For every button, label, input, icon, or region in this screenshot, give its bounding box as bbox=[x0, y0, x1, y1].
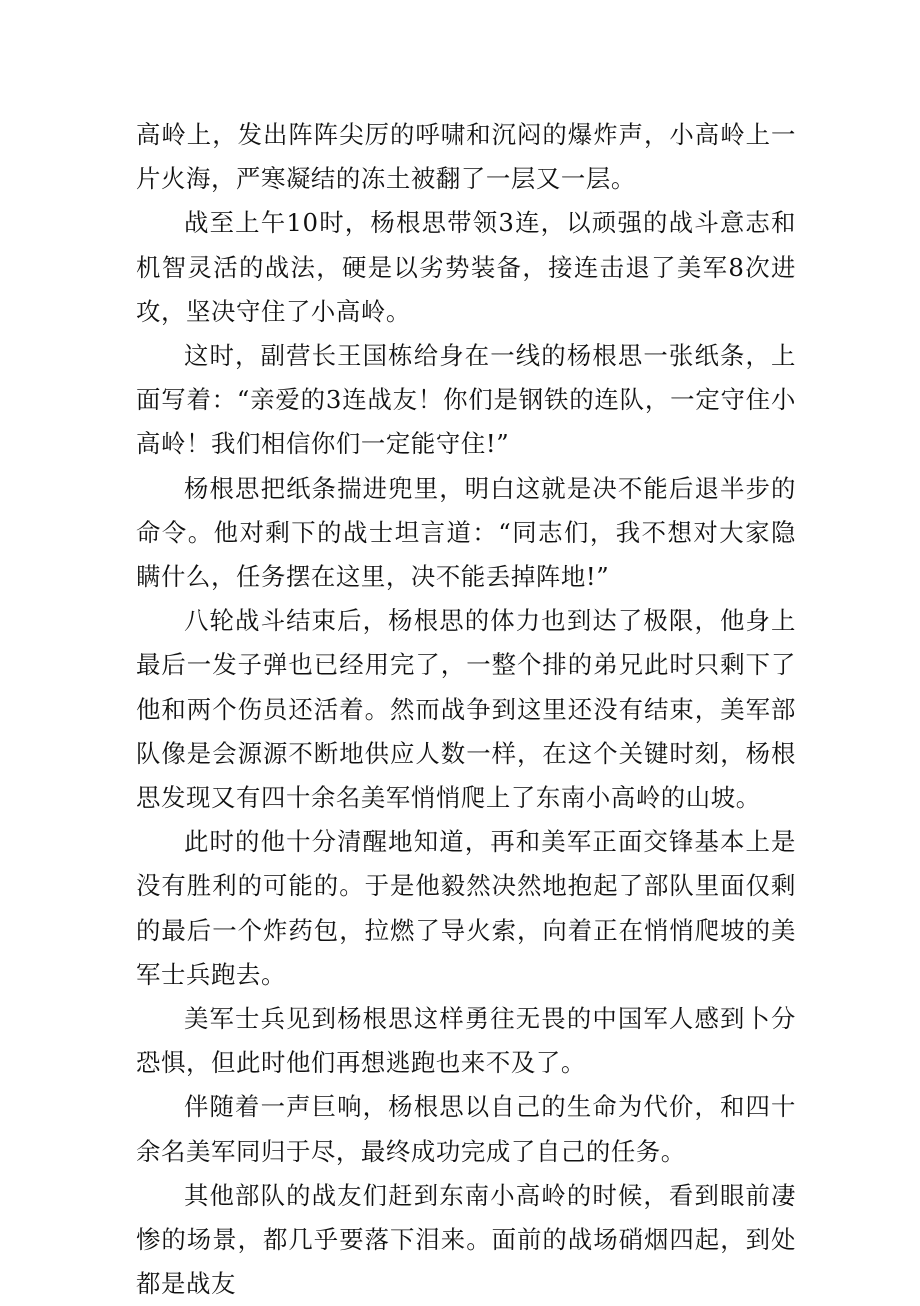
paragraph-order-understood: 杨根思把纸条揣进兜里，明白这就是决不能后退半步的命令。他对剩下的战士坦言道：“同志们，我不想对大家隐瞒什么，任务摆在这里，决不能丢掉阵地!” bbox=[136, 473, 796, 592]
paragraph-comrades-arrive: 其他部队的战友们赶到东南小高岭的时候，看到眼前凄惨的场景，都几乎要落下泪来。面前的战场硝烟四起，到处都是战友 bbox=[136, 1180, 796, 1299]
paragraph-after-eight-rounds: 八轮战斗结束后，杨根思的体力也到达了极限，他身上最后一发子弹也已经用完了，一整个排的弟兄此时只剩下了他和两个伤员还活着。然而战争到这里还没有结束，美军部队像是会源源不断地供应人数一样，在这个关键时刻，杨根思发现又有四十余名美军悄悄爬上了东南小高岭的山坡。 bbox=[136, 606, 796, 813]
paragraph-sacrifice: 伴随着一声巨响，杨根思以自己的生命为代价，和四十余名美军同归于尽，最终成功完成了自己的任务。 bbox=[136, 1092, 796, 1166]
paragraph-explosive-pack: 此时的他十分清醒地知道，再和美军正面交锋基本上是没有胜利的可能的。于是他毅然决然地抱起了部队里面仅剩的最后一个炸药包，拉燃了导火索，向着正在悄悄爬坡的美军士兵跑去。 bbox=[136, 827, 796, 989]
paragraph-note-from-deputy: 这时，副营长王国栋给身在一线的杨根思一张纸条，上面写着：“亲爱的3连战友！你们是钢铁的连队，一定守住小高岭！我们相信你们一定能守住!” bbox=[136, 341, 796, 459]
paragraph-battle-until-10am: 战至上午10时，杨根思带领3连，以顽强的战斗意志和机智灵活的战法，硬是以劣势装备，接连击退了美军8次进攻，坚决守住了小高岭。 bbox=[136, 208, 796, 326]
paragraph-continuation: 高岭上，发出阵阵尖厉的呼啸和沉闷的爆炸声，小高岭上一片火海，严寒凝结的冻土被翻了一层又一层。 bbox=[136, 120, 796, 194]
paragraph-enemy-fear: 美军士兵见到杨根思这样勇往无畏的中国军人感到卜分恐惧，但此时他们再想逃跑也来不及了。 bbox=[136, 1004, 796, 1078]
document-body bbox=[136, 113, 796, 1306]
